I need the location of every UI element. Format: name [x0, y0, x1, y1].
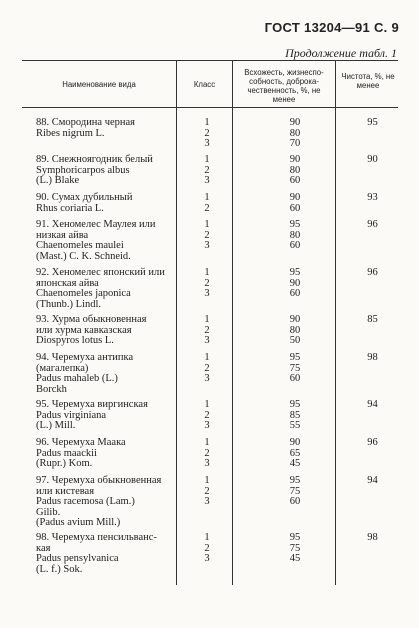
species-latin-name: (L.) Blake: [36, 175, 80, 186]
species-latin-name: Chaenomeles maulei: [36, 240, 124, 251]
germination-value: 85: [289, 409, 301, 421]
species-name: кая: [36, 542, 51, 554]
class-value: 2: [204, 164, 210, 176]
class-value: 1: [204, 192, 210, 203]
germination-value: 45: [289, 458, 301, 469]
class-value: 3: [204, 240, 210, 251]
species-latin-name: (Rupr.) Kom.: [36, 458, 93, 469]
germination-value: 55: [289, 420, 301, 431]
germination-value: 80: [289, 229, 301, 241]
table-header-bottom-border: [22, 107, 398, 108]
column-divider: [232, 60, 233, 585]
species-name: 94. Черемуха антипка: [36, 352, 134, 363]
purity-value: 98: [367, 532, 378, 543]
germination-value: 75: [289, 362, 301, 374]
column-divider: [176, 60, 177, 585]
species-latin-name: Padus virginiana: [36, 409, 107, 421]
germination-value: 90: [289, 277, 301, 289]
species-name: 89. Снежноягодник белый: [36, 154, 153, 165]
germination-value: 95: [289, 475, 301, 486]
species-name: или хурма кавказская: [36, 324, 132, 336]
class-value: 1: [204, 154, 210, 165]
germination-value: 90: [289, 314, 301, 325]
class-value: 2: [204, 277, 210, 289]
species-latin-name: (L. f.) Sok.: [36, 563, 83, 575]
class-value: 2: [204, 229, 210, 241]
column-header-purity: Чистота, %, не менее: [341, 72, 395, 90]
germination-value: 95: [289, 352, 301, 363]
germination-value: 90: [289, 117, 301, 128]
species-name: 98. Черемуха пенсильванс-: [36, 532, 157, 543]
class-value: 2: [204, 485, 210, 497]
class-value: 3: [204, 420, 210, 431]
species-latin-name: Diospyros lotus L.: [36, 335, 114, 346]
species-latin-name: Chaenomeles japonica: [36, 288, 131, 299]
table-top-border: [22, 60, 398, 61]
germination-value: 65: [289, 447, 301, 459]
germination-value: 80: [289, 164, 301, 176]
class-value: 2: [204, 324, 210, 336]
class-value: 1: [204, 437, 210, 448]
class-value: 3: [204, 373, 210, 384]
class-value: 2: [204, 542, 210, 554]
class-value: 1: [204, 399, 210, 410]
class-value: 1: [204, 532, 210, 543]
species-name: 96. Черемуха Маака: [36, 437, 126, 448]
species-latin-name: Padus mahaleb (L.): [36, 373, 118, 384]
class-value: 3: [204, 553, 210, 564]
purity-value: 85: [367, 314, 378, 325]
species-name: 88. Смородина черная: [36, 117, 136, 128]
class-value: 1: [204, 117, 210, 128]
column-header-class: Класс: [193, 80, 216, 89]
species-name: 93. Хурма обыкновенная: [36, 314, 147, 325]
purity-value: 94: [367, 399, 378, 410]
species-latin-name: Gilib.: [36, 506, 61, 518]
germination-value: 95: [289, 219, 301, 230]
species-name: 97. Черемуха обыкновенная: [36, 475, 162, 486]
species-latin-name: Padus racemosa (Lam.): [36, 496, 135, 507]
germination-value: 90: [289, 192, 301, 203]
species-name: низкая айва: [36, 229, 89, 241]
class-value: 3: [204, 335, 210, 346]
column-header-germination: Всхожесть, жизнеспо-собность, доброка-чественность, %, не менее: [244, 68, 324, 104]
table-continuation-caption: Продолжение табл. 1: [285, 46, 397, 60]
class-value: 2: [204, 447, 210, 459]
purity-value: 90: [367, 154, 378, 165]
purity-value: 96: [367, 437, 378, 448]
germination-value: 60: [289, 175, 301, 186]
class-value: 3: [204, 458, 210, 469]
species-name: японская айва: [36, 277, 99, 289]
class-value: 2: [204, 202, 210, 214]
species-latin-name: Rhus coriaria L.: [36, 202, 104, 214]
germination-value: 60: [289, 240, 301, 251]
class-value: 1: [204, 267, 210, 278]
species-latin-name: Padus pensylvanica: [36, 553, 119, 564]
class-value: 1: [204, 475, 210, 486]
purity-value: 93: [367, 192, 378, 203]
document-code: ГОСТ 13204—91 С. 9: [264, 20, 399, 35]
species-latin-name: Borckh: [36, 383, 67, 395]
germination-value: 75: [289, 542, 301, 554]
purity-value: 96: [367, 219, 378, 230]
germination-value: 90: [289, 437, 301, 448]
germination-value: 75: [289, 485, 301, 497]
class-value: 3: [204, 175, 210, 186]
species-name: 90. Сумах дубильный: [36, 192, 133, 203]
germination-value: 95: [289, 267, 301, 278]
germination-value: 70: [289, 138, 301, 149]
germination-value: 45: [289, 553, 301, 564]
class-value: 3: [204, 496, 210, 507]
germination-value: 90: [289, 154, 301, 165]
class-value: 2: [204, 409, 210, 421]
species-latin-name: (L.) Mill.: [36, 420, 76, 431]
species-latin-name: (Thunb.) Lindl.: [36, 298, 102, 310]
germination-value: 50: [289, 335, 301, 346]
germination-value: 60: [289, 202, 301, 214]
germination-value: 60: [289, 288, 301, 299]
germination-value: 80: [289, 324, 301, 336]
germination-value: 60: [289, 373, 301, 384]
species-latin-name: Padus maackii: [36, 447, 97, 459]
species-name: 91. Хеномелес Маулея или: [36, 219, 156, 230]
species-name: или кистевая: [36, 485, 95, 497]
purity-value: 98: [367, 352, 378, 363]
purity-value: 94: [367, 475, 378, 486]
species-latin-name: Symphoricarpos albus: [36, 164, 130, 176]
species-name: 95. Черемуха виргинская: [36, 399, 148, 410]
class-value: 3: [204, 288, 210, 299]
class-value: 3: [204, 138, 210, 149]
species-latin-name: (Padus avium Mill.): [36, 517, 121, 528]
column-divider: [335, 60, 336, 585]
germination-value: 80: [289, 127, 301, 139]
germination-value: 95: [289, 532, 301, 543]
species-latin-name: (Mast.) C. K. Schneid.: [36, 250, 131, 262]
purity-value: 95: [367, 117, 378, 128]
purity-value: 96: [367, 267, 378, 278]
species-name: (магалепка): [36, 362, 89, 374]
class-value: 1: [204, 219, 210, 230]
class-value: 1: [204, 314, 210, 325]
class-value: 1: [204, 352, 210, 363]
germination-value: 95: [289, 399, 301, 410]
class-value: 2: [204, 127, 210, 139]
species-latin-name: Ribes nigrum L.: [36, 127, 105, 139]
germination-value: 60: [289, 496, 301, 507]
column-header-name: Наименование вида: [62, 80, 136, 89]
class-value: 2: [204, 362, 210, 374]
species-name: 92. Хеномелес японский или: [36, 267, 165, 278]
